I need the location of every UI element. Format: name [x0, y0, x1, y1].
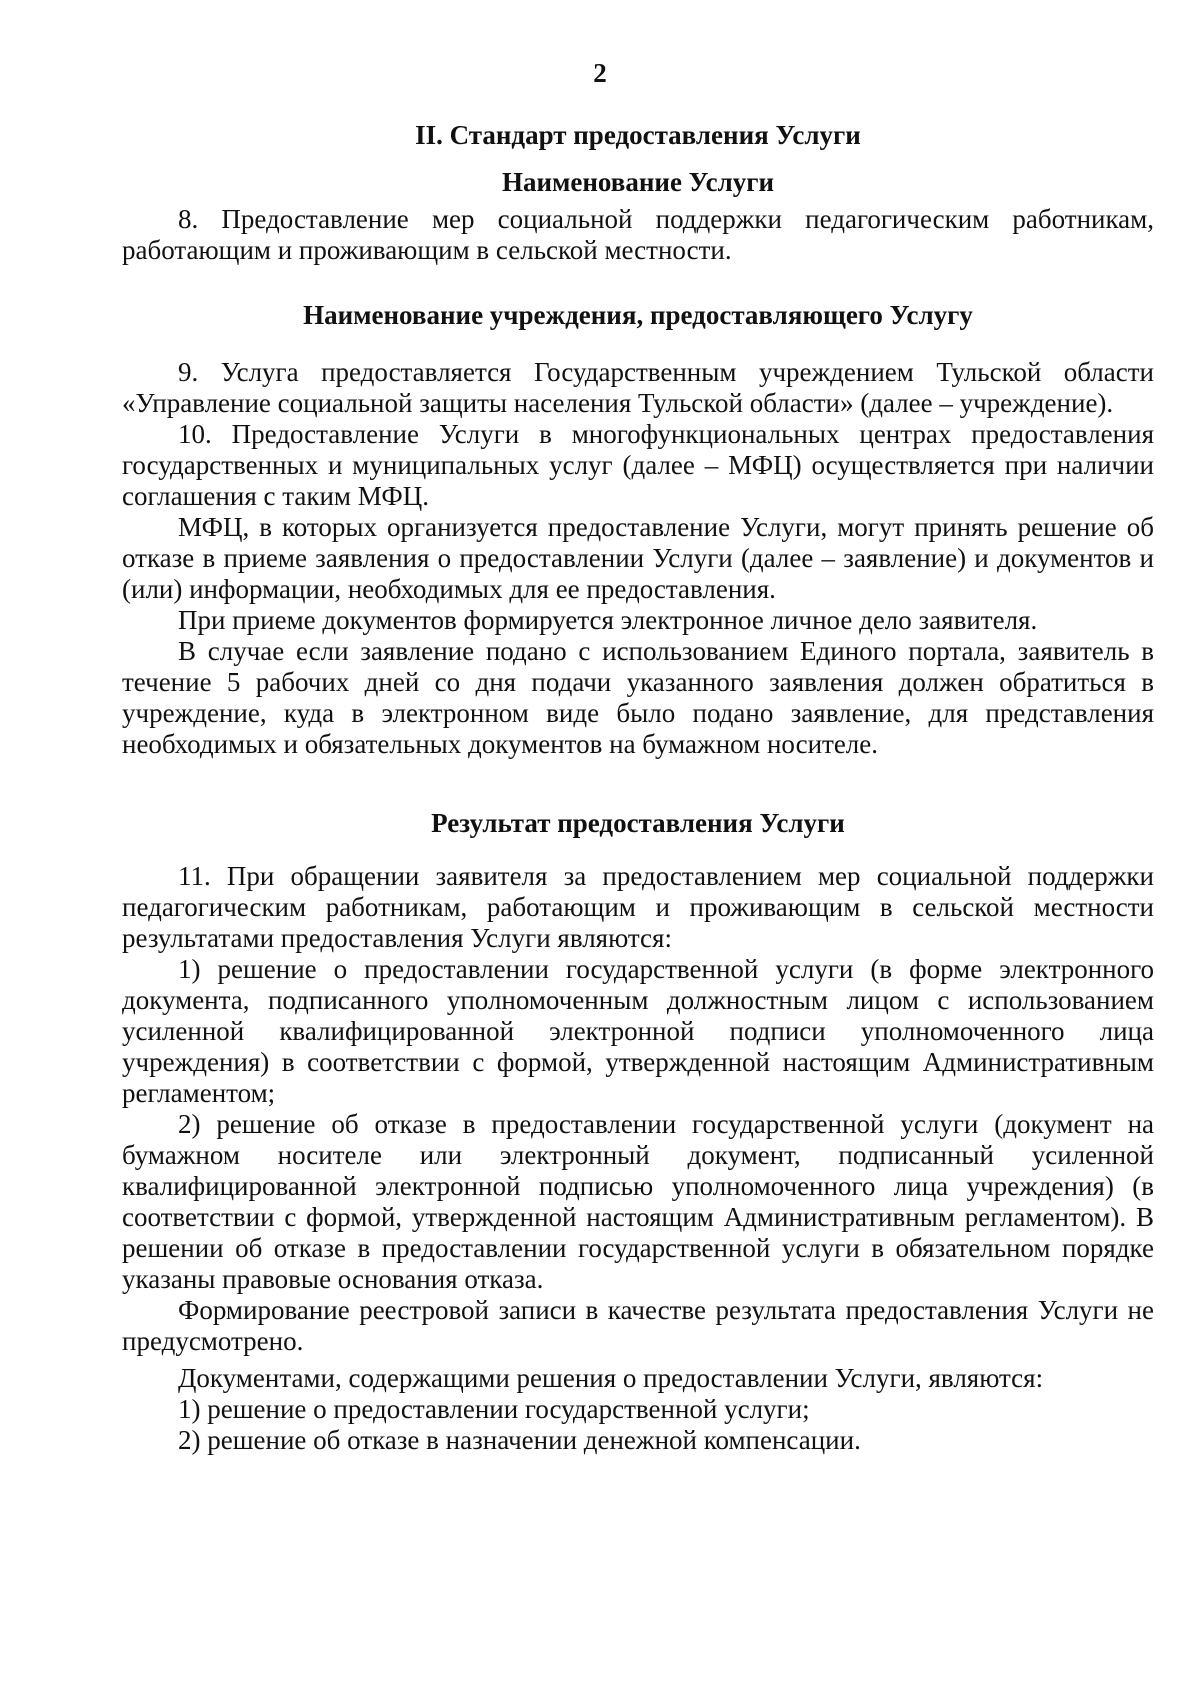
paragraph-8: 8. Предоставление мер социальной поддержки педагогическим работникам, работающим и проживающим в сельской местности.: [122, 204, 1154, 265]
result-item-1: 1) решение о предоставлении государственной услуги (в форме электронного документа, подписанного уполномоченным должностным лицом с использованием усиленной квалифицированной электронной подписи уполномоченного лица учреждения) в соответствии с формой, утвержденной настоящим Административным регламентом;: [122, 954, 1154, 1108]
decision-document-2: 2) решение об отказе в назначении денежной компенсации.: [178, 1425, 861, 1455]
result-heading: Результат предоставления Услуги: [431, 808, 845, 838]
result-item-2: 2) решение об отказе в предоставлении государственной услуги (документ на бумажном носителе или электронный документ, подписанный усиленной квалифицированной электронной подписью уполномоченного лица учреждения) (в соответствии с формой, утвержденной настоящим Административным регламентом). В решении об отказе в предоставлении государственной услуги в обязательном порядке указаны правовые основания отказа.: [122, 1109, 1154, 1294]
decision-document-1: 1) решение о предоставлении государственной услуги;: [178, 1394, 810, 1424]
paragraph-9: 9. Услуга предоставляется Государственным учреждением Тульской области «Управление социальной защиты населения Тульской области» (далее – учреждение).: [122, 357, 1154, 418]
page-number: 2: [593, 58, 607, 88]
paragraph-mfc: МФЦ, в которых организуется предоставление Услуги, могут принять решение об отказе в приеме заявления о предоставлении Услуги (далее – заявление) и документов и (или) информации, необходимых для ее предоставления.: [122, 512, 1154, 604]
paragraph-registry: Формирование реестровой записи в качестве результата предоставления Услуги не предусмотрено.: [122, 1295, 1154, 1356]
service-name-heading: Наименование Услуги: [501, 167, 775, 197]
paragraph-single-portal: В случае если заявление подано с использованием Единого портала, заявитель в течение 5 рабочих дней со дня подачи указанного заявления должен обратиться в учреждение, куда в электронном виде было подано заявление, для представления необходимых и обязательных документов на бумажном носителе.: [122, 636, 1154, 759]
paragraph-personal-file: При приеме документов формируется электронное личное дело заявителя.: [178, 605, 1038, 635]
paragraph-10: 10. Предоставление Услуги в многофункциональных центрах предоставления государственных и муниципальных услуг (далее – МФЦ) осуществляется при наличии соглашения с таким МФЦ.: [122, 419, 1154, 511]
section-title: II. Стандарт предоставления Услуги: [415, 120, 861, 150]
page-content: [122, 120, 1154, 1456]
paragraph-decision-documents: Документами, содержащими решения о предоставлении Услуги, являются:: [178, 1363, 1044, 1393]
paragraph-11: 11. При обращении заявителя за предоставлением мер социальной поддержки педагогическим работникам, работающим и проживающим в сельской местности результатами предоставления Услуги являются:: [122, 861, 1154, 953]
institution-heading: Наименование учреждения, предоставляющего Услугу: [303, 300, 973, 330]
